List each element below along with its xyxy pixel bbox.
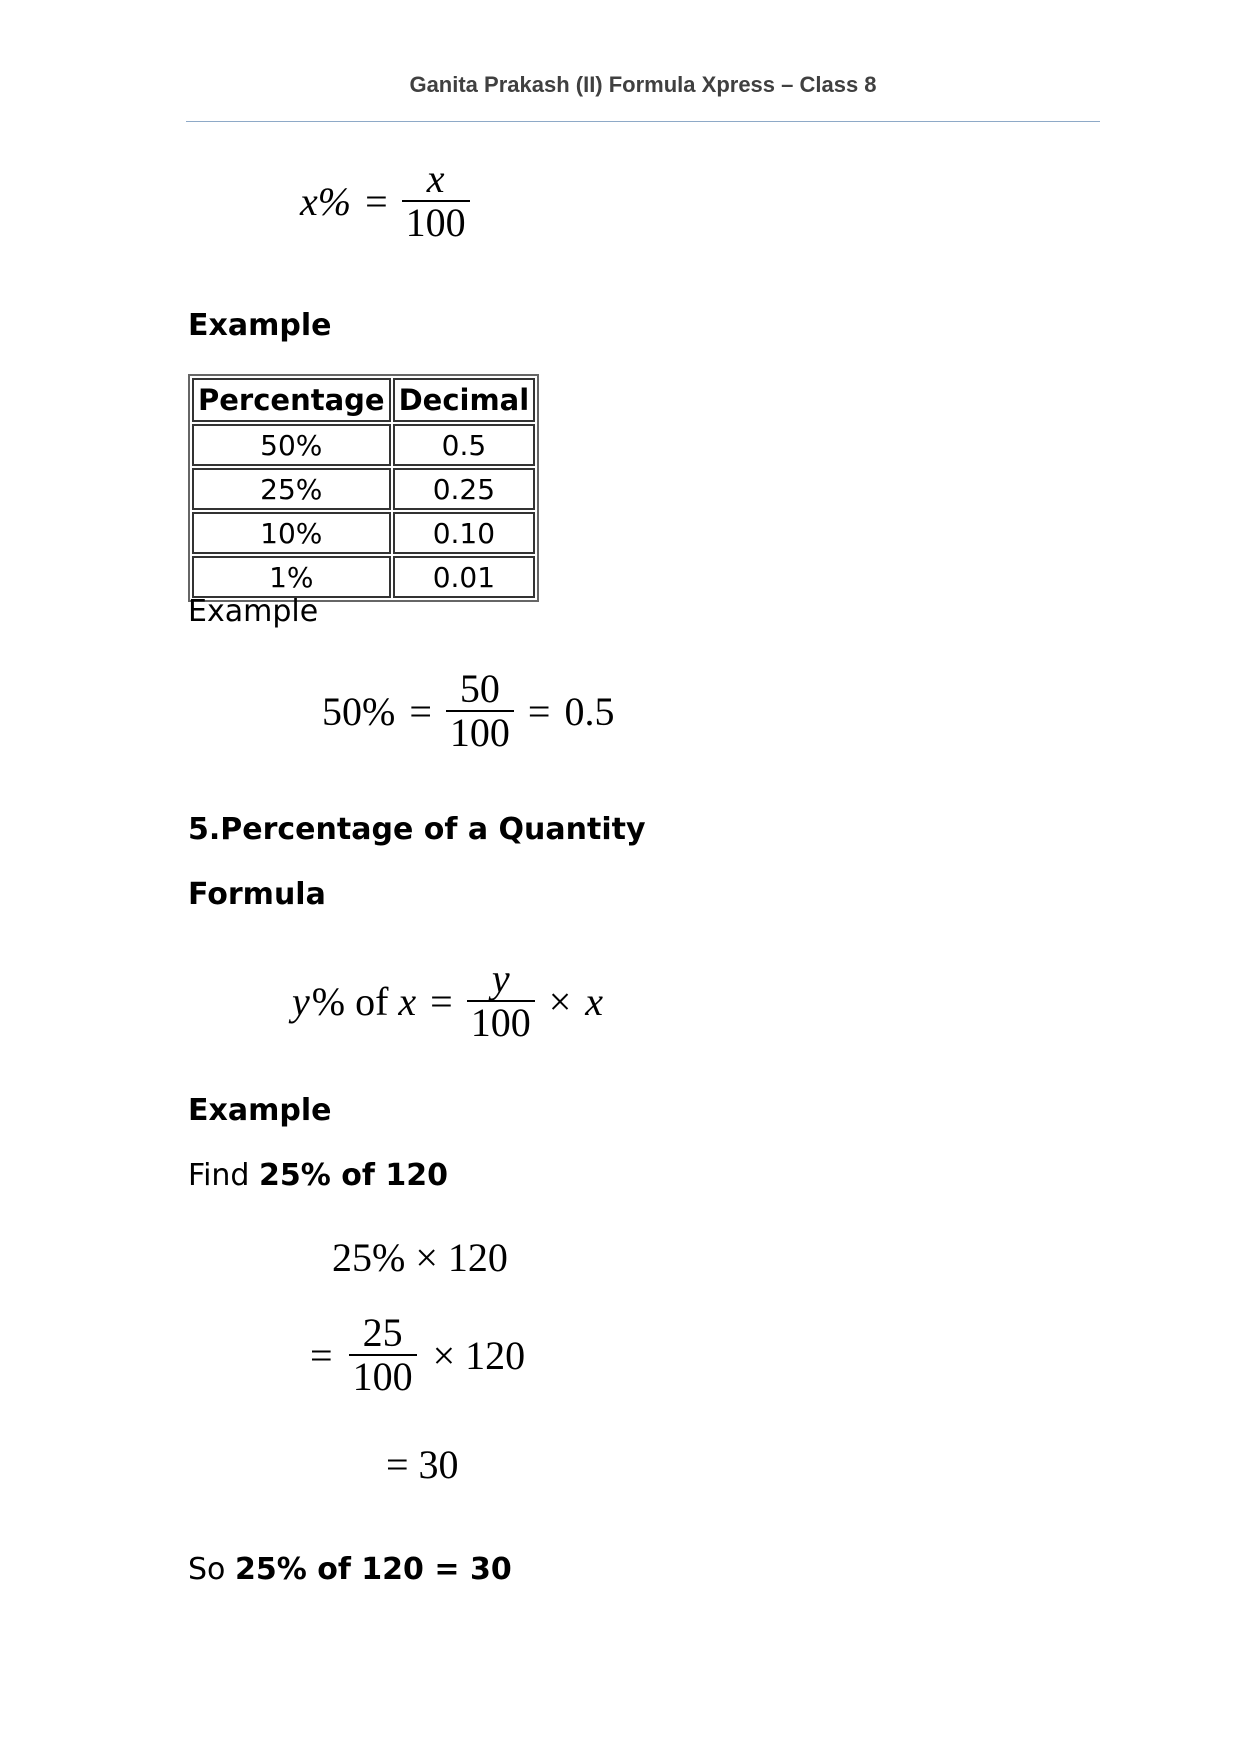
example-equals: =: [409, 688, 432, 734]
formula-y: y: [292, 978, 310, 1024]
working-fraction: [349, 1312, 417, 1398]
table-cell: 50%: [192, 424, 391, 466]
find-bold: 25% of 120: [259, 1158, 448, 1193]
fraction-denominator: 100: [449, 710, 510, 755]
table-cell: 0.01: [393, 556, 536, 598]
table-cell: 0.10: [393, 512, 536, 554]
working-line-1: 25% × 120: [332, 1235, 508, 1280]
example-equation: [322, 668, 614, 754]
example-result: 0.5: [564, 688, 615, 734]
find-line: [188, 1158, 448, 1193]
fraction-denominator: 100: [470, 1000, 531, 1045]
fraction-denominator: 100: [405, 200, 466, 245]
table-row: [192, 424, 535, 466]
working-equals: =: [310, 1332, 333, 1378]
formula-pct-of: % of: [311, 978, 389, 1024]
example-label: Example: [188, 594, 319, 629]
quantity-formula: [292, 958, 603, 1044]
working-line-2: [310, 1312, 525, 1398]
formula-equals: =: [365, 178, 388, 224]
formula-equals: =: [430, 978, 453, 1024]
table-row: [192, 468, 535, 510]
formula-x: x: [398, 978, 417, 1024]
fraction-numerator: 25: [362, 1310, 403, 1355]
table-row: [192, 556, 535, 598]
page-header-title: Ganita Prakash (II) Formula Xpress – Class 8: [409, 72, 877, 97]
example-equals: =: [527, 688, 551, 734]
table-cell: 10%: [192, 512, 391, 554]
formula-fraction: [402, 158, 470, 244]
table-header-percentage: Percentage: [192, 378, 391, 422]
table-cell: 0.25: [393, 468, 536, 510]
table-cell: 1%: [192, 556, 391, 598]
working-tail: × 120: [432, 1332, 526, 1378]
section-title: 5.Percentage of a Quantity: [188, 812, 646, 847]
percentage-decimal-table: [188, 374, 539, 602]
table-cell: 25%: [192, 468, 391, 510]
conclusion-prefix: So: [188, 1552, 226, 1587]
formula-x-tail: x: [585, 978, 604, 1024]
fraction-denominator: 100: [352, 1354, 413, 1399]
table-header-row: [192, 378, 535, 422]
header-divider: [186, 121, 1100, 122]
formula-lhs: x%: [300, 178, 352, 224]
working-line-3: = 30: [386, 1442, 459, 1487]
conclusion-bold: 25% of 120 = 30: [234, 1552, 512, 1587]
find-prefix: Find: [188, 1158, 250, 1193]
example-heading: Example: [188, 308, 332, 343]
example-fraction: [446, 668, 514, 754]
table-row: [192, 512, 535, 554]
formula-times: ×: [548, 978, 572, 1024]
table-header-decimal: Decimal: [393, 378, 536, 422]
formula-heading: Formula: [188, 877, 326, 912]
example-lhs: 50%: [322, 688, 396, 734]
table-cell: 0.5: [393, 424, 536, 466]
percent-formula: [300, 158, 470, 244]
conclusion-line: [188, 1552, 512, 1587]
fraction-numerator: y: [491, 956, 510, 1001]
formula-fraction: [467, 958, 535, 1044]
fraction-numerator: x: [426, 156, 445, 201]
example-heading: Example: [188, 1093, 332, 1128]
fraction-numerator: 50: [459, 666, 500, 711]
